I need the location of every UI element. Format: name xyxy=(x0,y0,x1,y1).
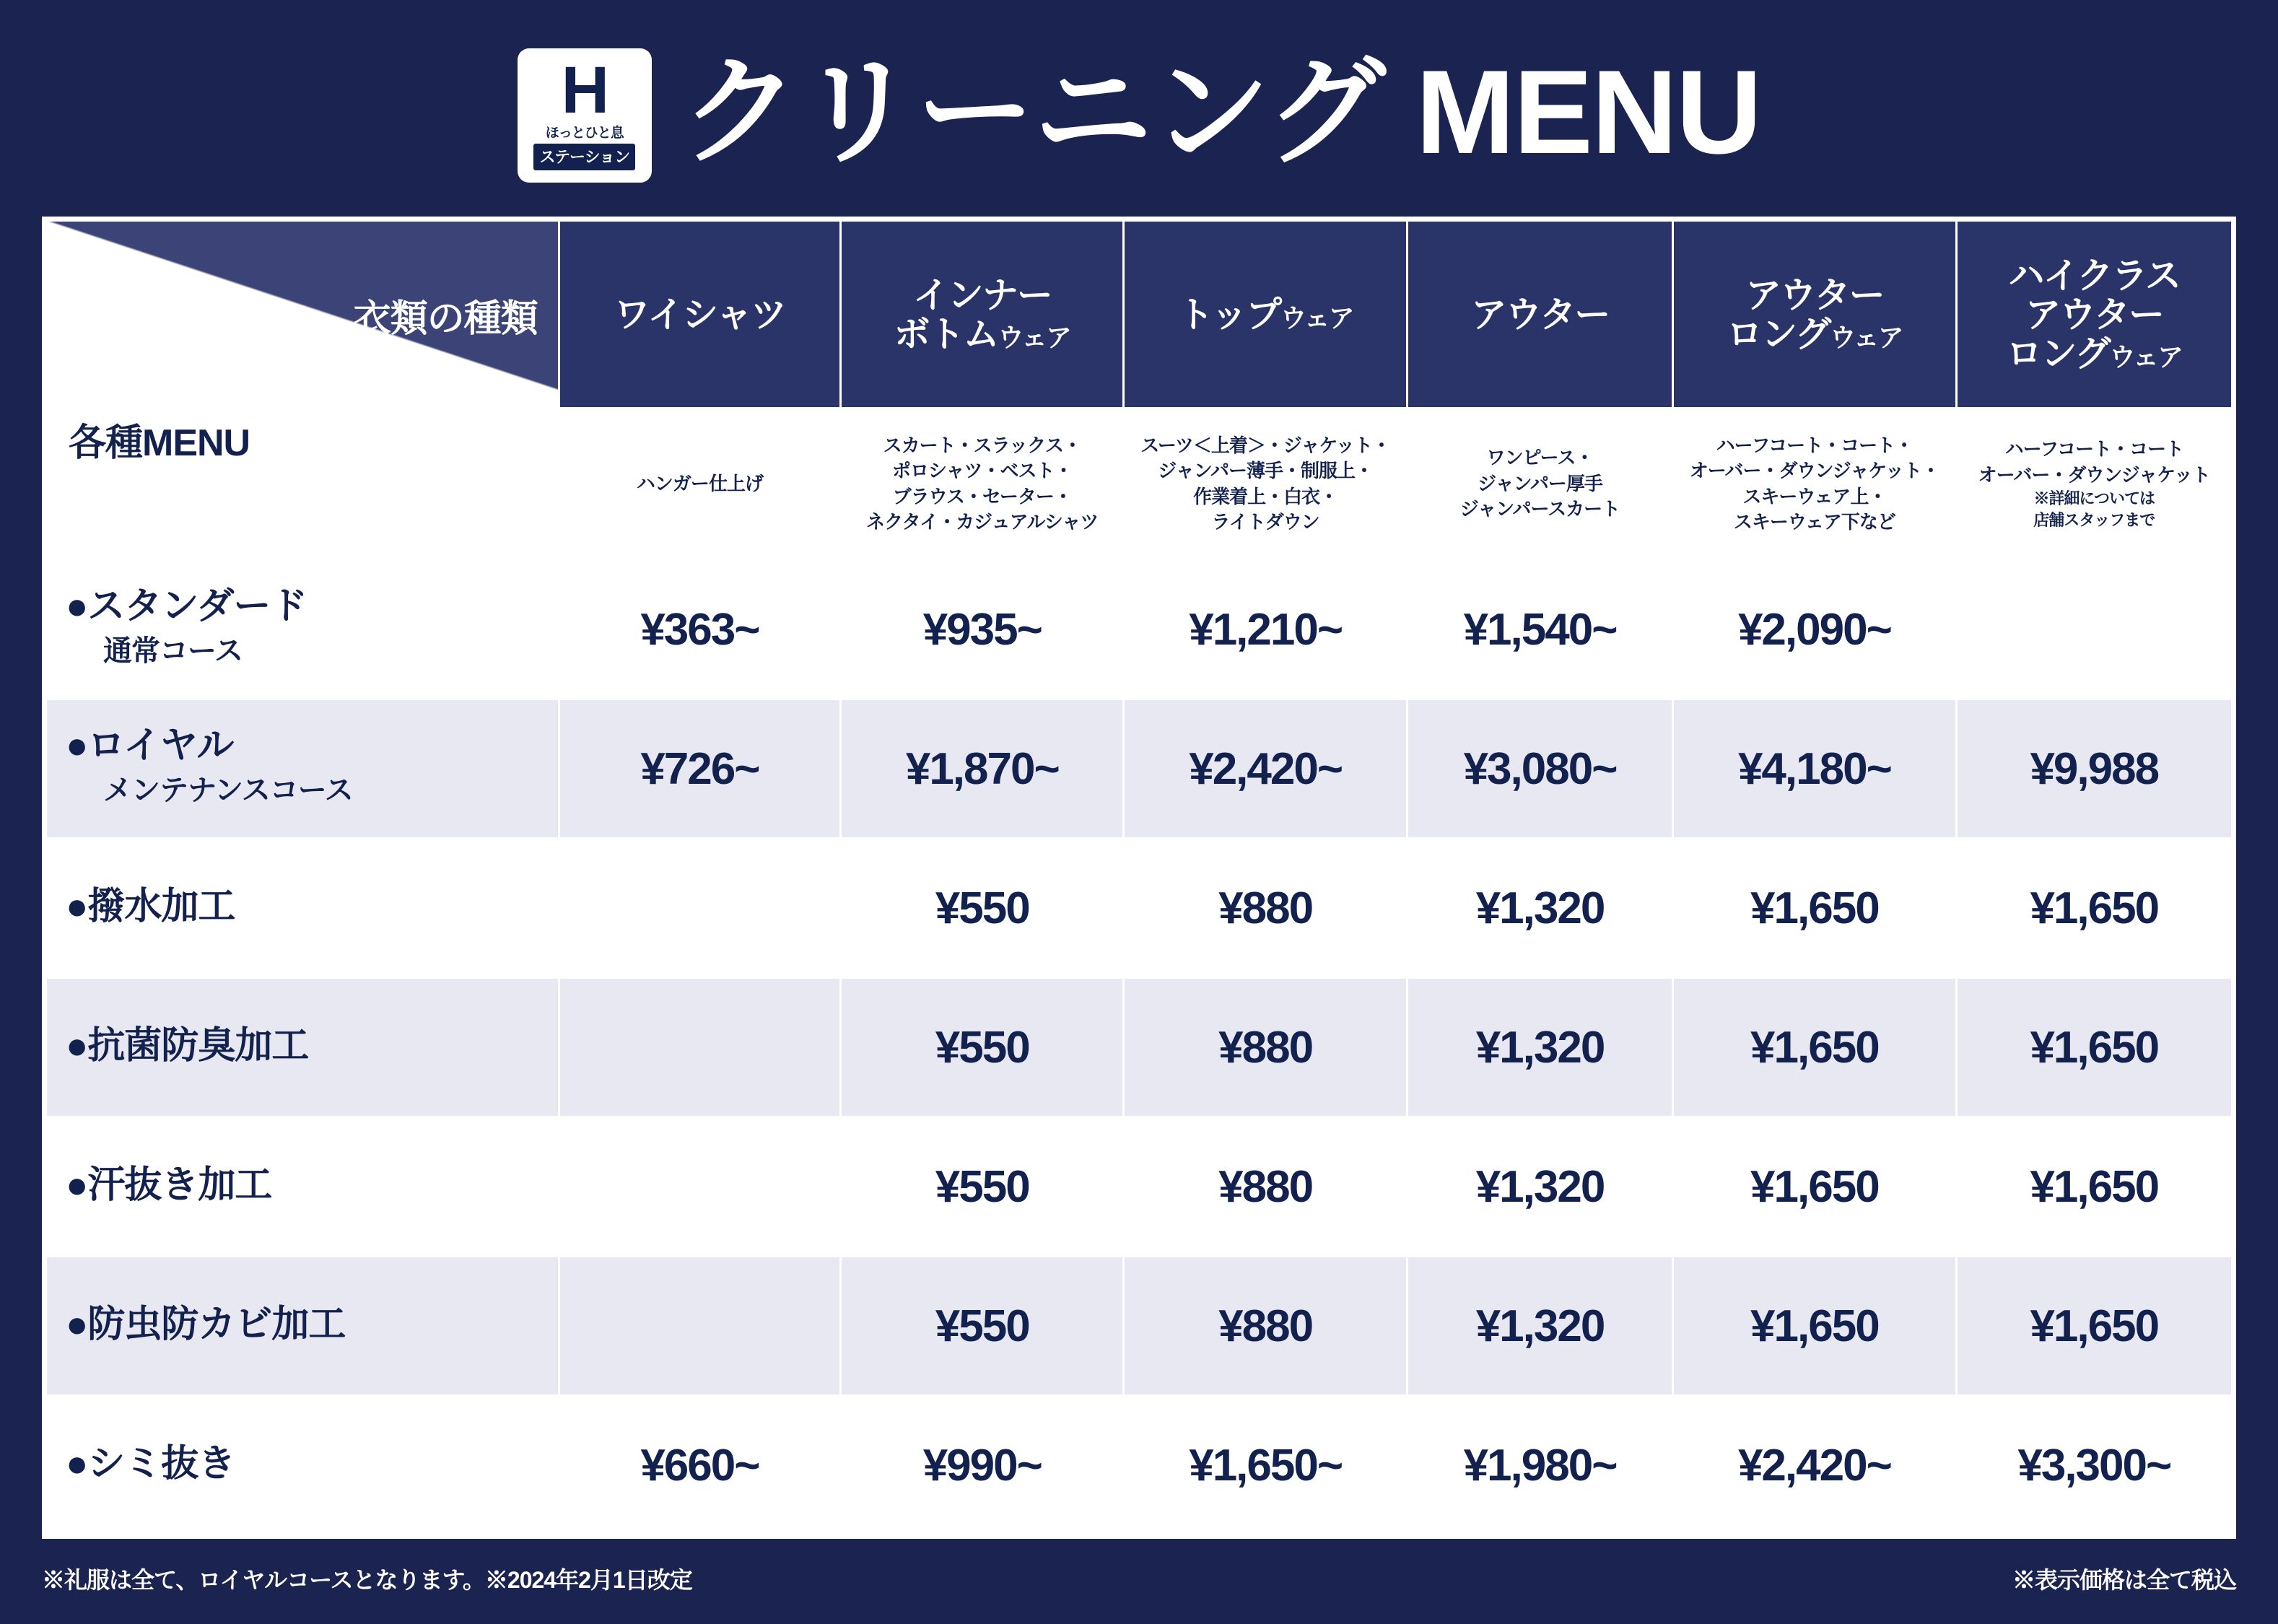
row-label-standard xyxy=(46,560,559,699)
row-label-stain-removal xyxy=(46,1396,559,1535)
column-header-outer xyxy=(1407,221,1672,409)
cell-r1c0: ¥726~ xyxy=(559,699,840,839)
col0-line0: ワイシャツ xyxy=(614,294,786,335)
table-row xyxy=(46,1117,2233,1257)
column-header-highclass-outer-long xyxy=(1956,221,2232,409)
cell-r3c0 xyxy=(559,978,840,1117)
col2-suffix: ウェア xyxy=(1280,302,1353,333)
cell-r3c4: ¥1,650 xyxy=(1673,978,1956,1117)
table-row xyxy=(46,839,2233,978)
column-header-waishatsu xyxy=(559,221,840,409)
cell-r0c5 xyxy=(1956,560,2232,699)
logo-mark-h: H xyxy=(561,53,608,128)
row4-name: ●汗抜き加工 xyxy=(66,1164,272,1206)
cell-r5c5: ¥1,650 xyxy=(1956,1257,2232,1396)
col2-desc-line3: ライトダウン xyxy=(1211,510,1319,533)
cell-r1c1: ¥1,870~ xyxy=(841,699,1124,839)
cell-r4c1: ¥550 xyxy=(841,1117,1124,1257)
cell-r4c3: ¥1,320 xyxy=(1407,1117,1672,1257)
row6-name: ●シミ抜き xyxy=(66,1442,235,1485)
logo-brand: ステーション xyxy=(533,144,635,170)
col0-desc-line0: ハンガー仕上げ xyxy=(636,472,763,494)
cell-r1c2: ¥2,420~ xyxy=(1124,699,1407,839)
col5-line1: アウター xyxy=(2025,294,2164,335)
col5-line2: ロング xyxy=(2006,333,2110,374)
cell-r5c0 xyxy=(559,1257,840,1396)
col3-desc-line2: ジャンパースカート xyxy=(1459,498,1620,520)
col1-desc-line2: ブラウス・セーター・ xyxy=(892,485,1072,507)
cell-r2c5: ¥1,650 xyxy=(1956,839,2232,978)
cell-r5c4: ¥1,650 xyxy=(1673,1257,1956,1396)
cell-r1c3: ¥3,080~ xyxy=(1407,699,1672,839)
col1-line1: ボトム xyxy=(894,313,998,354)
row2-name: ●撥水加工 xyxy=(66,885,235,927)
table-row xyxy=(46,560,2233,699)
cell-r6c1: ¥990~ xyxy=(841,1396,1124,1535)
col5-desc-note1: 店舗スタッフまで xyxy=(2033,510,2155,529)
cell-r1c4: ¥4,180~ xyxy=(1673,699,1956,839)
page-title: クリーニング MENU xyxy=(680,45,1761,178)
cell-r6c4: ¥2,420~ xyxy=(1673,1396,1956,1535)
cell-r4c2: ¥880 xyxy=(1124,1117,1407,1257)
column-desc-outer xyxy=(1407,409,1672,560)
col4-desc-line2: スキーウェア上・ xyxy=(1742,485,1887,507)
cell-r2c1: ¥550 xyxy=(841,839,1124,978)
cell-r6c3: ¥1,980~ xyxy=(1407,1396,1672,1535)
cell-r1c5: ¥9,988 xyxy=(1956,699,2232,839)
table-row xyxy=(46,699,2233,839)
cell-r0c3: ¥1,540~ xyxy=(1407,560,1672,699)
poster-footer xyxy=(42,1539,2236,1605)
column-header-outer-long xyxy=(1673,221,1956,409)
col4-suffix: ウェア xyxy=(1830,322,1903,352)
poster-header xyxy=(0,0,2278,217)
hotto-hitoiki-station-logo xyxy=(518,48,652,183)
col5-desc-line1: オーバー・ダウンジャケット xyxy=(1978,463,2210,486)
cell-r2c0 xyxy=(559,839,840,978)
col4-desc-line3: スキーウェア下など xyxy=(1733,510,1895,533)
cell-r4c5: ¥1,650 xyxy=(1956,1117,2232,1257)
col2-desc-line0: スーツ＜上着＞・ジャケット・ xyxy=(1140,434,1391,456)
cell-r4c4: ¥1,650 xyxy=(1673,1117,1956,1257)
row-label-mothproof-antimold xyxy=(46,1257,559,1396)
col5-desc-note0: ※詳細については xyxy=(2033,489,2155,507)
col4-line1: ロング xyxy=(1727,313,1830,354)
cell-r0c0: ¥363~ xyxy=(559,560,840,699)
corner-bottom-label: 各種MENU xyxy=(69,422,250,464)
col2-desc-line1: ジャンパー薄手・制服上・ xyxy=(1158,460,1373,482)
cell-r2c4: ¥1,650 xyxy=(1673,839,1956,978)
cell-r4c0 xyxy=(559,1117,840,1257)
cell-r3c2: ¥880 xyxy=(1124,978,1407,1117)
col5-line0: ハイクラス xyxy=(2008,255,2181,296)
col2-desc-line2: 作業着上・白衣・ xyxy=(1193,485,1338,507)
col1-line0: インナー xyxy=(912,274,1052,315)
cell-r6c0: ¥660~ xyxy=(559,1396,840,1535)
row-label-sweat-removal xyxy=(46,1117,559,1257)
col1-desc-line3: ネクタイ・カジュアルシャツ xyxy=(866,510,1099,533)
cell-r2c3: ¥1,320 xyxy=(1407,839,1672,978)
col4-line0: アウター xyxy=(1745,274,1884,315)
col3-desc-line1: ジャンパー厚手 xyxy=(1478,472,1602,494)
table-row xyxy=(46,1396,2233,1535)
row3-name: ●抗菌防臭加工 xyxy=(66,1024,309,1067)
col1-desc-line1: ポロシャツ・ベスト・ xyxy=(892,460,1073,482)
col4-desc-line0: ハーフコート・コート・ xyxy=(1716,434,1913,456)
col5-desc-line0: ハーフコート・コート xyxy=(2004,438,2183,460)
cell-r0c2: ¥1,210~ xyxy=(1124,560,1407,699)
column-desc-topwear xyxy=(1124,409,1407,560)
cell-r3c1: ¥550 xyxy=(841,978,1124,1117)
price-table xyxy=(45,219,2233,1536)
column-desc-inner-bottom xyxy=(841,409,1124,560)
col4-desc-line1: オーバー・ダウンジャケット・ xyxy=(1689,460,1939,482)
column-desc-waishatsu xyxy=(559,409,840,560)
row1-sub: メンテナンスコース xyxy=(103,774,353,806)
row-label-royal xyxy=(46,699,559,839)
row5-name: ●防虫防カビ加工 xyxy=(66,1303,346,1345)
column-header-topwear xyxy=(1124,221,1407,409)
column-desc-outer-long xyxy=(1673,409,1956,560)
col5-suffix: ウェア xyxy=(2109,341,2183,372)
col1-suffix: ウェア xyxy=(998,322,1071,352)
logo-tagline: ほっとひと息 xyxy=(545,125,624,141)
table-corner-cell xyxy=(46,221,559,560)
col3-desc-line0: ワンピース・ xyxy=(1486,447,1594,469)
col1-desc-line0: スカート・スラックス・ xyxy=(883,434,1081,456)
cell-r2c2: ¥880 xyxy=(1124,839,1407,978)
column-desc-highclass-outer-long xyxy=(1956,409,2232,560)
row-label-water-repellent xyxy=(46,839,559,978)
cell-r6c5: ¥3,300~ xyxy=(1956,1396,2232,1535)
cell-r3c3: ¥1,320 xyxy=(1407,978,1672,1117)
footer-note-right: ※表示価格は全て税込 xyxy=(2012,1567,2236,1593)
cell-r0c4: ¥2,090~ xyxy=(1673,560,1956,699)
row0-name: ●スタンダード xyxy=(66,585,307,628)
col2-line0: トップ xyxy=(1177,294,1281,335)
cell-r5c3: ¥1,320 xyxy=(1407,1257,1672,1396)
table-header-row-titles xyxy=(46,221,2233,409)
cell-r5c1: ¥550 xyxy=(841,1257,1124,1396)
cell-r6c2: ¥1,650~ xyxy=(1124,1396,1407,1535)
table-row xyxy=(46,1257,2233,1396)
cell-r5c2: ¥880 xyxy=(1124,1257,1407,1396)
row1-name: ●ロイヤル xyxy=(66,725,234,767)
cell-r3c5: ¥1,650 xyxy=(1956,978,2232,1117)
column-header-inner-bottom xyxy=(841,221,1124,409)
corner-top-label: 衣類の種類 xyxy=(353,298,538,340)
table-row xyxy=(46,978,2233,1117)
cell-r0c1: ¥935~ xyxy=(841,560,1124,699)
col3-line0: アウター xyxy=(1470,294,1610,335)
row0-sub: 通常コース xyxy=(103,634,243,667)
price-table-container xyxy=(42,217,2236,1539)
row-label-antibacterial xyxy=(46,978,559,1117)
footer-note-left: ※礼服は全て、ロイヤルコースとなります。※2024年2月1日改定 xyxy=(42,1567,692,1593)
